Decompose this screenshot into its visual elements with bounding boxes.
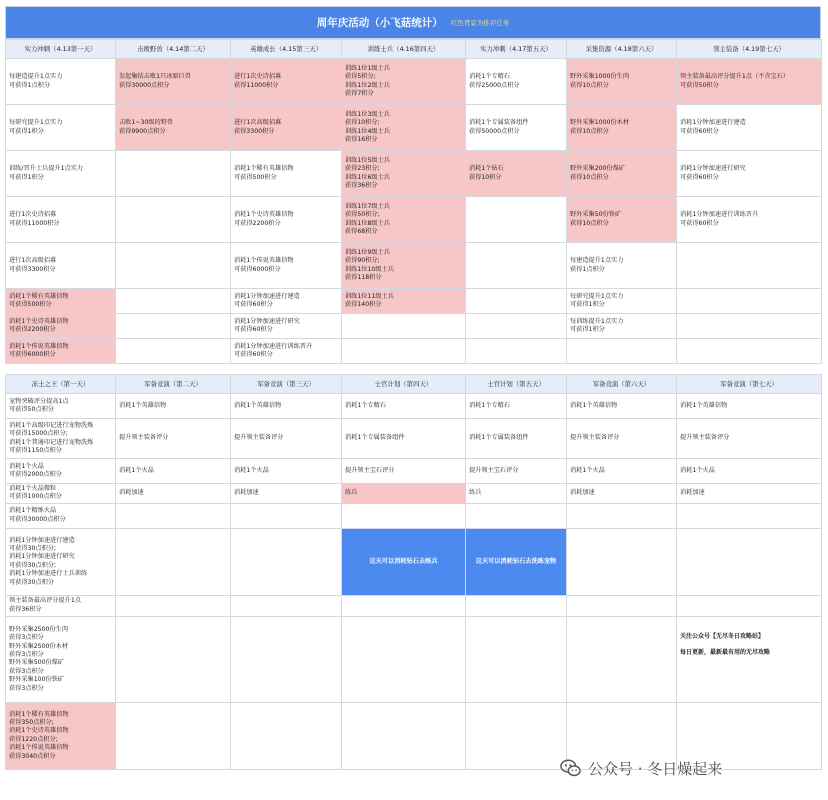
task-cell xyxy=(567,616,677,702)
column-header: 冻土之王（第一天） xyxy=(6,375,116,394)
task-cell: 提升领主宝石评分 xyxy=(342,459,466,484)
task-cell xyxy=(342,702,466,769)
task-cell xyxy=(116,702,231,769)
table-row xyxy=(6,151,822,197)
task-cell: 消耗1个英雄信物 xyxy=(567,394,677,419)
task-cell xyxy=(342,339,466,364)
task-cell xyxy=(466,339,567,364)
task-cell xyxy=(342,616,466,702)
task-cell xyxy=(342,314,466,339)
task-cell: 每建造提升1点实力 获得1点积分 xyxy=(567,243,677,289)
task-cell xyxy=(677,243,822,289)
table-row xyxy=(6,484,822,504)
task-table xyxy=(5,39,822,770)
column-header: 实力冲刺（4.13第一天） xyxy=(6,40,116,59)
task-cell: 消耗1个史诗英雄信物 可获得2200积分 xyxy=(231,197,342,243)
recommended-task-cell: 消耗1个稀有英雄信物 可获得500积分 xyxy=(6,289,116,314)
task-cell xyxy=(567,503,677,528)
task-cell xyxy=(116,616,231,702)
column-header: 军备竞演（第六天） xyxy=(567,375,677,394)
task-cell: 消耗加速 xyxy=(231,484,342,504)
task-cell: 消耗1个稀有英雄信物 可获得500积分 xyxy=(231,151,342,197)
table-row xyxy=(6,59,822,105)
task-cell: 消耗1个专属装备组件 获得50000点积分 xyxy=(466,105,567,151)
task-cell: 消耗1个火晶 xyxy=(567,459,677,484)
task-cell xyxy=(466,616,567,702)
task-cell: 消耗1个专属装备组件 xyxy=(466,419,567,459)
task-cell xyxy=(677,314,822,339)
task-cell: 消耗加速 xyxy=(677,484,822,504)
task-cell: 提升领主装备评分 xyxy=(231,419,342,459)
task-cell: 消耗1分钟加速进行训练晋升 可获得60积分 xyxy=(677,197,822,243)
table-row xyxy=(6,595,822,616)
recommended-task-cell: 训练1位11级士兵 获得140积分 xyxy=(342,289,466,314)
task-cell xyxy=(466,314,567,339)
task-cell xyxy=(342,503,466,528)
table-row xyxy=(6,243,822,289)
recommended-task-cell: 消耗1个史诗英雄信物 可获得2200积分 xyxy=(6,314,116,339)
task-cell xyxy=(677,339,822,364)
task-cell: 消耗1个专精石 xyxy=(342,394,466,419)
task-cell xyxy=(116,528,231,595)
task-cell xyxy=(567,595,677,616)
column-header: 实力冲刺（4.17第五天） xyxy=(466,40,567,59)
task-cell: 消耗1个火晶 xyxy=(231,459,342,484)
table-row xyxy=(6,197,822,243)
task-cell: 每研究提升1点实力 可获得1积分 xyxy=(567,289,677,314)
header-row xyxy=(6,40,822,59)
task-cell xyxy=(466,289,567,314)
task-cell: 消耗1个火晶微粒 可获得1000点积分 xyxy=(6,484,116,504)
task-cell xyxy=(231,503,342,528)
recommended-task-cell: 训练1位7级士兵 获得50积分; 训练1位8级士兵 获得68积分 xyxy=(342,197,466,243)
table-row xyxy=(6,394,822,419)
task-cell: 提升领主装备评分 xyxy=(567,419,677,459)
table-row xyxy=(6,339,822,364)
task-cell: 消耗1个英雄信物 xyxy=(231,394,342,419)
task-cell xyxy=(677,595,822,616)
recommended-task-cell: 消耗1个钻石 获得10积分 xyxy=(466,151,567,197)
task-cell xyxy=(342,595,466,616)
task-cell: 提升领主装备评分 xyxy=(116,419,231,459)
task-cell xyxy=(677,289,822,314)
recommended-task-cell: 消耗1个传说英雄信物 可获得6000积分 xyxy=(6,339,116,364)
table-row xyxy=(6,459,822,484)
task-cell xyxy=(567,528,677,595)
task-cell: 消耗1个高级印记进行宠物洗炼 可获得15000点积分; 消耗1个普通印记进行宠物洗炼 可获得1150点积分 xyxy=(6,419,116,459)
recommended-task-cell: 发起集结击败1只冰原巨兽 获得30000点积分 xyxy=(116,59,231,105)
task-cell xyxy=(466,595,567,616)
task-cell: 消耗1个火晶 可获得2000点积分 xyxy=(6,459,116,484)
recommended-task-cell: 消耗1个稀有英雄信物 获得350点积分; 消耗1个史诗英雄信物 获得1220点积分; 消耗1个传说英雄信物 获得3040点积分 xyxy=(6,702,116,769)
column-header: 士官计划（第四天） xyxy=(342,375,466,394)
task-cell xyxy=(116,151,231,197)
column-header: 士官计划（第五天） xyxy=(466,375,567,394)
task-cell: 消耗加速 xyxy=(567,484,677,504)
table-row xyxy=(6,314,822,339)
watermark-text: 公众号 · 冬日燥起来 xyxy=(588,759,723,778)
column-header: 军备竞演（第三天） xyxy=(231,375,342,394)
column-header: 英雄成长（4.15第三天） xyxy=(231,40,342,59)
task-cell: 练兵 xyxy=(466,484,567,504)
wechat-icon xyxy=(560,758,582,778)
task-cell: 消耗1个专精石 xyxy=(466,394,567,419)
task-cell: 消耗1分钟加速进行建造 可获得30点积分; 消耗1分钟加速进行研究 可获得30点积分; 消耗1分钟加速进行士兵训练 可获得30点积分 xyxy=(6,528,116,595)
recommended-task-cell: 训练1位5级士兵 获得23积分; 训练1位6级士兵 获得36积分 xyxy=(342,151,466,197)
section-spacer xyxy=(6,364,822,375)
task-cell: 领主装备最高评分提升1点 获得36积分 xyxy=(6,595,116,616)
recommended-task-cell: 训练1位1级士兵 获得5积分; 训练1位2级士兵 获得7积分 xyxy=(342,59,466,105)
recommended-task-cell: 训练1位9级士兵 获得90积分; 训练1位10级士兵 获得118积分 xyxy=(342,243,466,289)
task-cell: 消耗1个火晶 xyxy=(116,459,231,484)
task-cell: 消耗1个专精石 获得25000点积分 xyxy=(466,59,567,105)
task-cell xyxy=(231,616,342,702)
sheet-subtitle: 红色背景为推荐任务 xyxy=(450,19,510,27)
activity-sheet xyxy=(5,6,821,770)
task-cell xyxy=(116,197,231,243)
recommended-task-cell: 击败1~30级的野兽 获得9900点积分 xyxy=(116,105,231,151)
task-cell xyxy=(116,314,231,339)
promo-note-cell: 关注公众号【无尽冬日攻略站】 每日更新，最新最有用的无尽攻略 xyxy=(677,616,822,702)
table-row xyxy=(6,105,822,151)
task-cell: 每研究提升1点实力 可获得1积分 xyxy=(6,105,116,151)
task-cell: 消耗加速 xyxy=(116,484,231,504)
task-cell: 消耗1个精炼火晶 可获得30000点积分 xyxy=(6,503,116,528)
task-cell xyxy=(231,528,342,595)
task-cell: 消耗1分钟加速进行建造 可获得60积分 xyxy=(231,289,342,314)
header-row xyxy=(6,375,822,394)
table-row xyxy=(6,528,822,595)
table-row xyxy=(6,419,822,459)
task-cell xyxy=(116,243,231,289)
task-cell: 消耗1分钟加速进行建造 可获得60积分 xyxy=(677,105,822,151)
column-header: 军备竞演（第七天） xyxy=(677,375,822,394)
task-cell: 提升领主宝石评分 xyxy=(466,459,567,484)
recommended-task-cell: 野外采集200份煤矿 获得10点积分 xyxy=(567,151,677,197)
recommended-task-cell: 进行1次高级招募 获得3300积分 xyxy=(231,105,342,151)
task-cell: 消耗1分钟加速进行训练晋升 可获得60积分 xyxy=(231,339,342,364)
task-cell: 野外采集2500份生肉 获得3点积分 野外采集2500份木材 获得3点积分 野外采集500份煤矿 获得3点积分 野外采集100份铁矿 获得3点积分 xyxy=(6,616,116,702)
recommended-task-cell: 训练1位3级士兵 获得10积分; 训练1位4级士兵 获得16积分 xyxy=(342,105,466,151)
watermark xyxy=(560,757,722,779)
task-cell: 消耗1分钟加速进行研究 可获得60积分 xyxy=(231,314,342,339)
task-cell xyxy=(466,503,567,528)
recommended-task-cell: 野外采集1000份木材 获得10点积分 xyxy=(567,105,677,151)
highlight-note-cell: 这天可以消耗钻石去练兵 xyxy=(342,528,466,595)
recommended-task-cell: 练兵 xyxy=(342,484,466,504)
column-header: 军备竞演（第二天） xyxy=(116,375,231,394)
task-cell: 每训练提升1点实力 可获得1积分 xyxy=(567,314,677,339)
task-cell xyxy=(677,503,822,528)
column-header: 领主装备（4.19第七天） xyxy=(677,40,822,59)
task-cell: 每建造提升1点实力 可获得1点积分 xyxy=(6,59,116,105)
task-cell: 宠物突破评分提高1点 可获得50点积分 xyxy=(6,394,116,419)
task-cell: 消耗1个英雄信物 xyxy=(116,394,231,419)
task-cell xyxy=(116,289,231,314)
column-header: 训练士兵（4.16第四天） xyxy=(342,40,466,59)
task-cell: 消耗1分钟加速进行研究 可获得60积分 xyxy=(677,151,822,197)
task-cell xyxy=(466,702,567,769)
recommended-task-cell: 野外采集50份铁矿 获得10点积分 xyxy=(567,197,677,243)
task-cell: 消耗1个专属装备组件 xyxy=(342,419,466,459)
column-header: 采集资源（4.18第六天） xyxy=(567,40,677,59)
task-cell xyxy=(466,243,567,289)
table-row xyxy=(6,503,822,528)
task-cell: 进行1次高级招募 可获得3300积分 xyxy=(6,243,116,289)
sheet-title: 周年庆活动（小飞菇统计） xyxy=(316,17,443,29)
task-cell: 消耗1个英雄信物 xyxy=(677,394,822,419)
table-row xyxy=(6,616,822,702)
task-cell xyxy=(231,595,342,616)
task-cell: 消耗1个火晶 xyxy=(677,459,822,484)
column-header: 击败野兽（4.14第二天） xyxy=(116,40,231,59)
task-cell: 消耗1个传说英雄信物 可获得6000积分 xyxy=(231,243,342,289)
recommended-task-cell: 领主装备最高评分提升1点（不含宝石） 可获得50积分 xyxy=(677,59,822,105)
highlight-note-cell: 这天可以消耗钻石去洗练宠物 xyxy=(466,528,567,595)
task-cell xyxy=(116,503,231,528)
task-cell xyxy=(231,702,342,769)
task-cell xyxy=(116,595,231,616)
task-cell xyxy=(466,197,567,243)
recommended-task-cell: 野外采集1000份生肉 获得10点积分 xyxy=(567,59,677,105)
table-row xyxy=(6,289,822,314)
title-banner xyxy=(5,6,821,39)
task-cell xyxy=(677,528,822,595)
recommended-task-cell: 进行1次史诗招募 获得11000积分 xyxy=(231,59,342,105)
task-cell: 训练/晋升士兵提升1点实力 可获得1积分 xyxy=(6,151,116,197)
task-cell: 进行1次史诗招募 可获得11000积分 xyxy=(6,197,116,243)
task-cell xyxy=(116,339,231,364)
task-cell: 提升领主装备评分 xyxy=(677,419,822,459)
task-cell xyxy=(567,339,677,364)
